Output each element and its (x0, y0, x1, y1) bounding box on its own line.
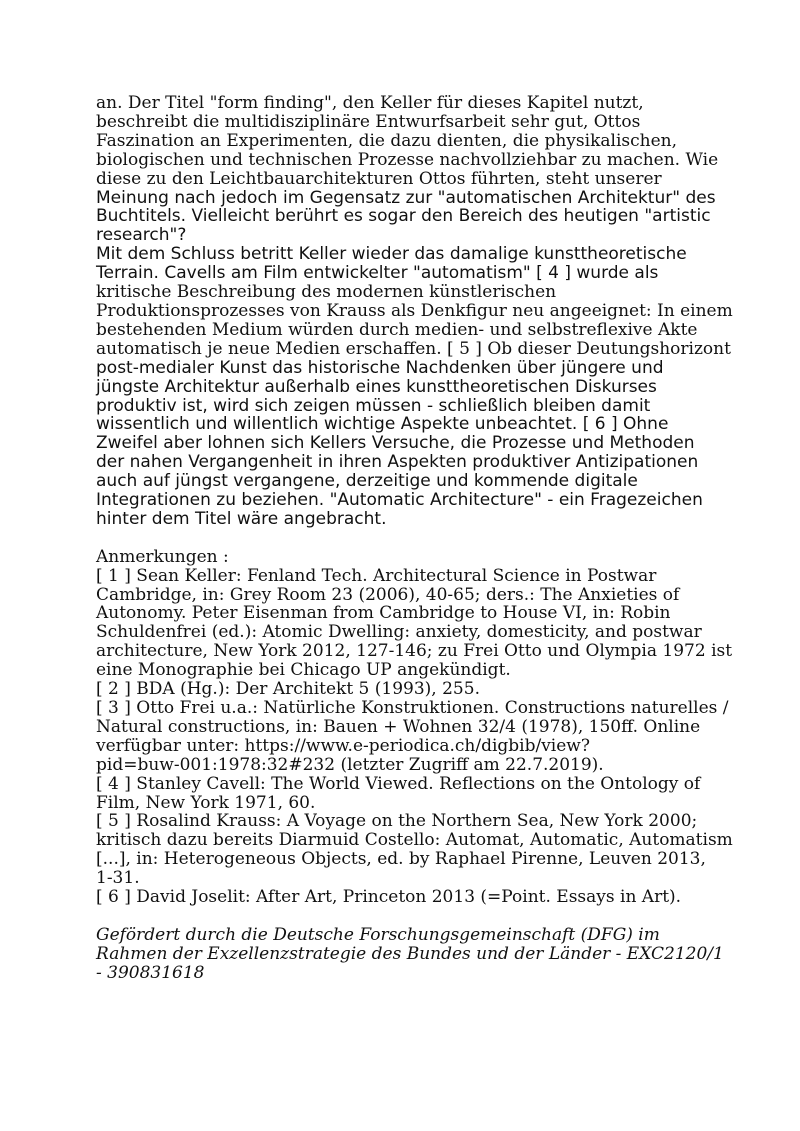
body-text-line: Integrationen zu beziehen. "Automatic Architecture" - ein Fragezeichen (96, 490, 703, 511)
body-text-line: Zweifel aber lohnen sich Kellers Versuche, die Prozesse und Methoden (96, 433, 695, 454)
note-line: Natural constructions, in: Bauen + Wohnen 32/4 (1978), 150ff. Online (96, 716, 701, 737)
acknowledgement-line: Rahmen der Exzellenzstrategie des Bundes und der Länder - EXC2120/1 (96, 943, 724, 964)
paragraph-gap (96, 907, 716, 926)
note-line: [ 2 ] BDA (Hg.): Der Architekt 5 (1993), 255. (96, 679, 480, 700)
acknowledgement-line: Gefördert durch die Deutsche Forschungsgemeinschaft (DFG) im (96, 924, 660, 945)
body-text-line: beschreibt die multidisziplinäre Entwurfsarbeit sehr gut, Ottos (96, 111, 641, 132)
notes-list (96, 565, 733, 908)
body-text-line: auch auf jüngst vergangene, derzeitige und kommende digitale (96, 471, 638, 492)
body-text-line: der nahen Vergangenheit in ihren Aspekten produktiver Antizipationen (96, 452, 699, 473)
body-text-line: research"? (96, 225, 187, 246)
note-line: [ 1 ] Sean Keller: Fenland Tech. Architectural Science in Postwar (96, 565, 657, 586)
body-text-line: kritische Beschreibung des modernen künstlerischen (96, 282, 557, 303)
note-line: architecture, New York 2012, 127-146; zu Frei Otto und Olympia 1972 ist (96, 641, 733, 662)
note-line: [ 5 ] Rosalind Krauss: A Voyage on the Northern Sea, New York 2000; (96, 811, 698, 832)
acknowledgement-line: - 390831618 (96, 962, 205, 983)
note-line: eine Monographie bei Chicago UP angekündigt. (96, 660, 511, 681)
note-line: Cambridge, in: Grey Room 23 (2006), 40-65; ders.: The Anxieties of (96, 584, 680, 605)
paragraph-gap (96, 529, 716, 548)
body-text-line: diese zu den Leichtbauarchitekturen Ottos führten, steht unserer (96, 168, 662, 189)
acknowledgement (96, 924, 724, 983)
body-text-line: produktiv ist, wird sich zeigen müssen - schließlich bleiben damit (96, 395, 651, 416)
note-line: kritisch dazu bereits Diarmuid Costello: Automat, Automatic, Automatism (96, 830, 733, 851)
body-text-line: Produktionsprozesses von Krauss als Denkfigur neu angeeignet: In einem (96, 300, 733, 321)
note-line: Schuldenfrei (ed.): Atomic Dwelling: anxiety, domesticity, and postwar (96, 622, 702, 643)
body-text-line: Meinung nach jedoch im Gegensatz zur "automatischen Architektur" des (96, 187, 716, 208)
note-line: [ 3 ] Otto Frei u.a.: Natürliche Konstruktionen. Constructions naturelles / (96, 697, 729, 718)
body-text-line: biologischen und technischen Prozesse nachvollziehbar zu machen. Wie (96, 149, 719, 170)
body-text-line: hinter dem Titel wäre angebracht. (96, 508, 387, 529)
body-text-line: Terrain. Cavells am Film entwickelter "automatism" [ 4 ] wurde als (96, 263, 659, 284)
body-text-line: an. Der Titel "form finding", den Keller für dieses Kapitel nutzt, (96, 93, 644, 113)
body-text-line: post-medialer Kunst das historische Nachdenken über jüngere und (96, 357, 664, 378)
note-line: 1-31. (96, 868, 140, 889)
note-line: pid=buw-001:1978:32#232 (letzter Zugriff am 22.7.2019). (96, 754, 604, 775)
body-text-line: Faszination an Experimenten, die dazu dienten, die physikalischen, (96, 130, 677, 151)
note-line: Autonomy. Peter Eisenman from Cambridge to House VI, in: Robin (96, 603, 671, 624)
body-text-line: jüngste Architektur außerhalb eines kunsttheoretischen Diskurses (96, 376, 657, 397)
notes-heading: Anmerkungen : (96, 546, 229, 567)
note-line: verfügbar unter: https://www.e-periodica.ch/digbib/view? (96, 735, 590, 756)
body-text-line: automatisch je neue Medien erschaffen. [ 5 ] Ob dieser Deutungshorizont (96, 338, 731, 359)
body-text-line: Mit dem Schluss betritt Keller wieder das damalige kunsttheoretische (96, 244, 687, 265)
note-line: [ 6 ] David Joselit: After Art, Princeton 2013 (=Point. Essays in Art). (96, 887, 682, 908)
body-text (96, 93, 733, 529)
body-text-line: wissentlich und willentlich wichtige Aspekte unbeachtet. [ 6 ] Ohne (96, 414, 669, 435)
note-line: [ 4 ] Stanley Cavell: The World Viewed. Reflections on the Ontology of (96, 773, 701, 794)
note-line: [...], in: Heterogeneous Objects, ed. by Raphael Pirenne, Leuven 2013, (96, 849, 706, 870)
body-text-line: bestehenden Medium würden durch medien- und selbstreflexive Akte (96, 319, 698, 340)
body-text-line: Buchtitels. Vielleicht berührt es sogar den Bereich des heutigen "artistic (96, 206, 711, 227)
document-page (96, 93, 733, 983)
note-line: Film, New York 1971, 60. (96, 792, 316, 813)
